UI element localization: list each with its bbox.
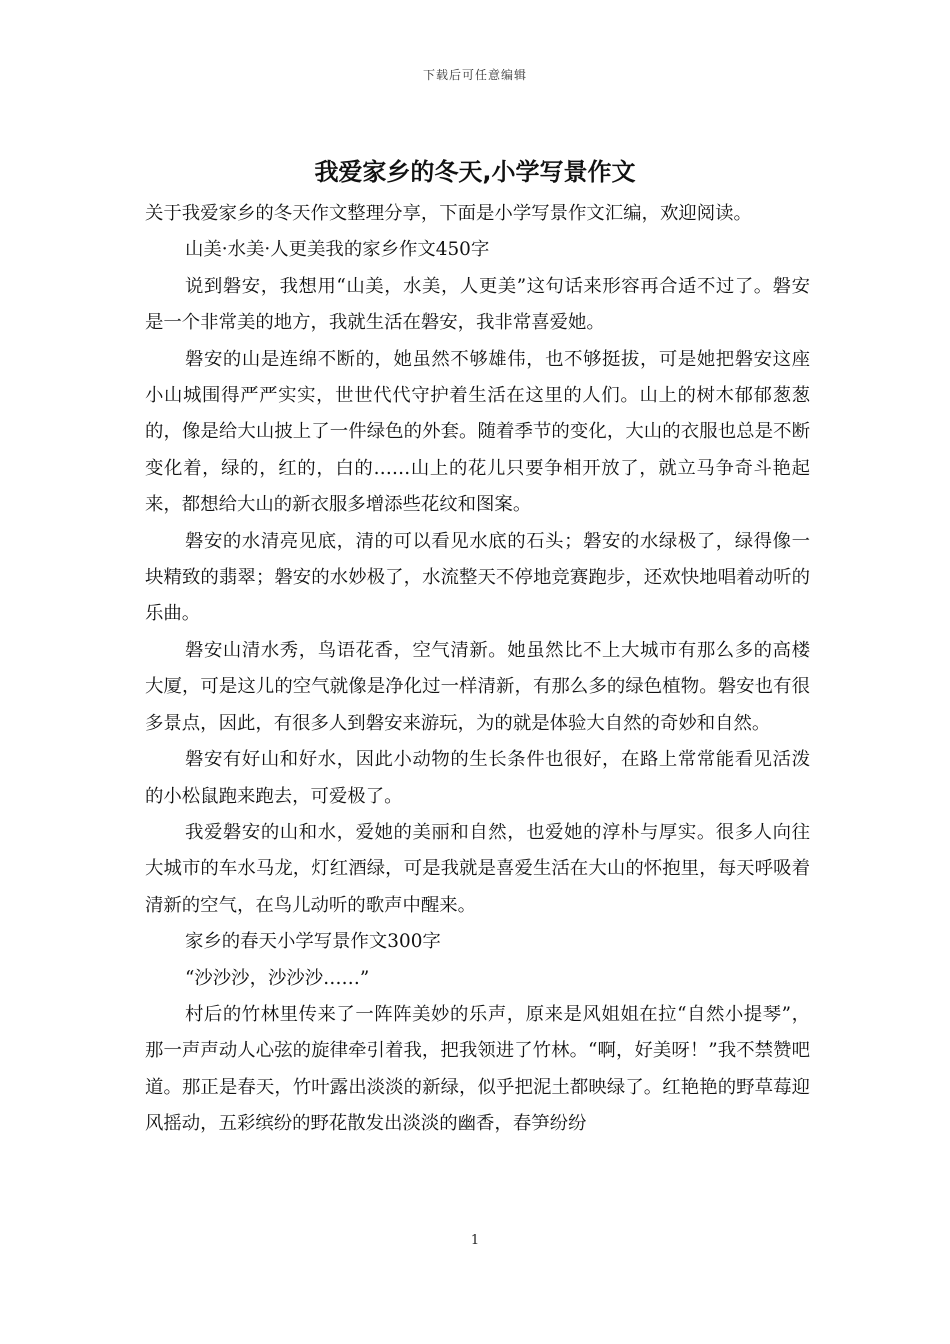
- paragraph: 磐安的山是连绵不断的，她虽然不够雄伟，也不够挺拔，可是她把磐安这座小山城围得严严实实，世世代代守护着生活在这里的人们。山上的树木郁郁葱葱的，像是给大山披上了一件绿色的外套。随着季节的变化，大山的衣服也总是不断变化着，绿的，红的，白的……山上的花儿只要争相开放了，就立马争奇斗艳起来，都想给大山的新衣服多增添些花纹和图案。: [145, 348, 810, 516]
- page-number: 1: [470, 1233, 480, 1248]
- page-header: 下载后可任意编辑: [422, 68, 527, 82]
- section-heading-2: 家乡的春天小学写景作文300字: [185, 931, 441, 953]
- paragraph: 村后的竹林里传来了一阵阵美妙的乐声，原来是风姐姐在拉“自然小提琴”，那一声声动人心弦的旋律牵引着我，把我领进了竹林。“啊，好美呀！”我不禁赞吧道。那正是春天，竹叶露出淡淡的新绿，似乎把泥土都映绿了。红艳艳的野草莓迎风摇动，五彩缤纷的野花散发出淡淡的幽香，春笋纷纷: [145, 1003, 810, 1135]
- paragraph: 磐安山清水秀，鸟语花香，空气清新。她虽然比不上大城市有那么多的高楼大厦，可是这儿的空气就像是净化过一样清新，有那么多的绿色植物。磐安也有很多景点，因此，有很多人到磐安来游玩，为的就是体验大自然的奇妙和自然。: [145, 639, 810, 734]
- paragraph: 磐安有好山和好水，因此小动物的生长条件也很好，在路上常常能看见活泼的小松鼠跑来跑去，可爱极了。: [145, 749, 810, 807]
- document-title: 我爱家乡的冬天,小学写景作文: [314, 158, 636, 186]
- section-heading-1: 山美·水美·人更美我的家乡作文450字: [185, 239, 490, 261]
- paragraph-intro: 关于我爱家乡的冬天作文整理分享，下面是小学写景作文汇编，欢迎阅读。: [145, 203, 752, 224]
- paragraph: 我爱磐安的山和水，爱她的美丽和自然，也爱她的淳朴与厚实。很多人向往大城市的车水马龙，灯红酒绿，可是我就是喜爱生活在大山的怀抱里，每天呼吸着清新的空气，在鸟儿动听的歌声中醒来。: [145, 821, 810, 916]
- paragraph: 磐安的水清亮见底，清的可以看见水底的石头；磐安的水绿极了，绿得像一块精致的翡翠；磐安的水妙极了，水流整天不停地竞赛跑步，还欢快地唱着动听的乐曲。: [145, 530, 810, 625]
- paragraph: 说到磐安，我想用“山美，水美，人更美”这句话来形容再合适不过了。磐安是一个非常美的地方，我就生活在磐安，我非常喜爱她。: [145, 275, 810, 334]
- document-body: [145, 196, 810, 1143]
- paragraph: “沙沙沙，沙沙沙……”: [185, 967, 370, 989]
